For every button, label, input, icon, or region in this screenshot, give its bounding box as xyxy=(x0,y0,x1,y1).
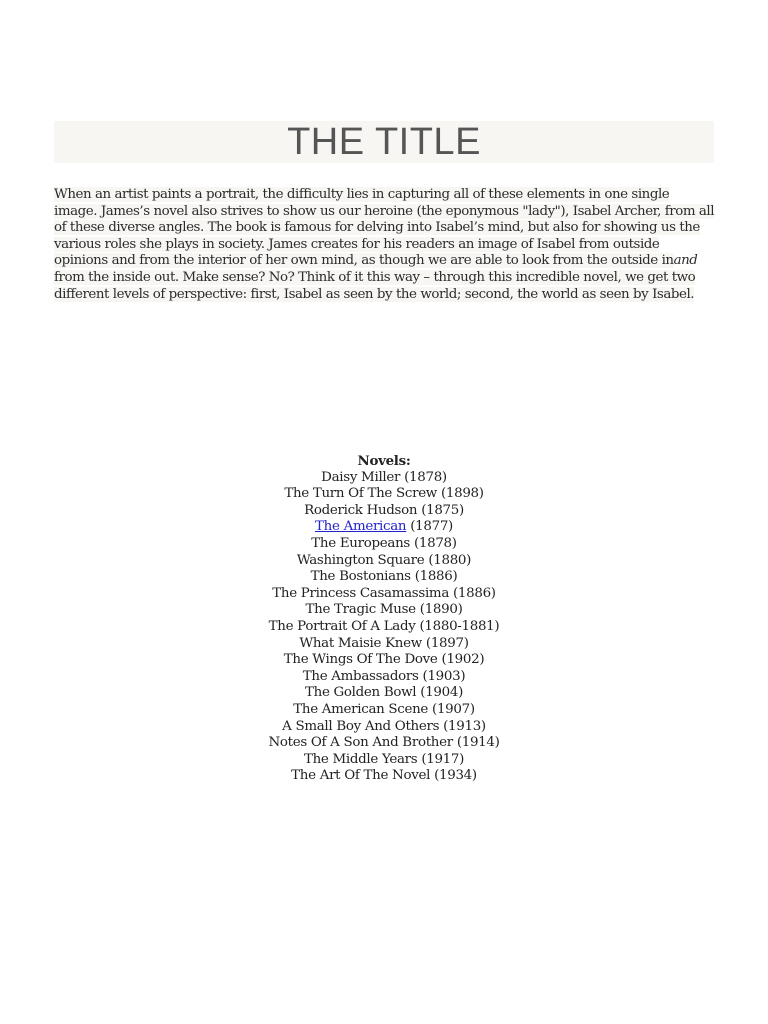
novel-year: (1898) xyxy=(440,486,484,502)
novel-year: (1878) xyxy=(413,535,457,551)
intro-text-part1: When an artist paints a portrait, the difficulty lies in capturing all of these elements in one single image. James’s novel also strives to show us our heroine (the eponymous "lady"), Isabel Archer, from all of these diverse angles. The book is famous for delving into Isabel’s mind, but also for showing us the various roles she plays in society. James creates for his readers an image of Isabel from outside opinions and from the interior of her own mind, as though we are able to look from the outside in xyxy=(54,187,715,269)
list-item xyxy=(0,486,768,503)
novel-year: (1886) xyxy=(453,585,496,601)
list-item xyxy=(0,586,768,603)
novel-title: The Princess Casamassima xyxy=(272,585,450,601)
novel-title: The Art Of The Novel xyxy=(291,768,431,784)
novel-title: The Turn Of The Screw xyxy=(284,486,437,502)
novel-year: (1913) xyxy=(443,718,486,734)
list-item xyxy=(0,719,768,736)
novel-year: (1897) xyxy=(425,635,469,651)
novels-heading: Novels: xyxy=(357,453,411,469)
list-item xyxy=(0,619,768,636)
list-item xyxy=(0,602,768,619)
novel-title: The Middle Years xyxy=(303,751,418,767)
novel-title: Roderick Hudson xyxy=(304,502,418,518)
novel-year: (1902) xyxy=(441,652,485,668)
novel-year: (1917) xyxy=(421,751,465,767)
list-item xyxy=(0,752,768,769)
novel-year: (1880) xyxy=(428,552,472,568)
novel-title: The Golden Bowl xyxy=(304,685,417,701)
novels-list xyxy=(0,453,768,785)
intro-text-part2: from the inside out. Make sense? No? Think of it this way – through this incredible novel, we get two different levels of perspective: first, Isabel as seen by the world; second, the world as seen by Isabel. xyxy=(54,269,696,302)
the-american-link[interactable]: The American xyxy=(315,519,407,535)
novel-year: (1934) xyxy=(434,768,477,784)
novel-title: The Tragic Muse xyxy=(305,602,416,618)
intro-paragraph xyxy=(54,187,716,303)
list-item xyxy=(0,636,768,653)
novel-title: The Portrait Of A Lady xyxy=(268,618,416,634)
novel-title: Notes Of A Son And Brother xyxy=(268,735,453,751)
list-item xyxy=(0,669,768,686)
novel-title: Daisy Miller xyxy=(321,469,401,485)
novel-year: (1878) xyxy=(404,469,447,485)
novel-title: The Europeans xyxy=(311,535,410,551)
novel-year: (1914) xyxy=(456,735,500,751)
list-item xyxy=(0,553,768,570)
novel-year: (1904) xyxy=(420,685,463,701)
list-item xyxy=(0,519,768,536)
novel-year: (1875) xyxy=(421,502,464,518)
novel-title: The Ambassadors xyxy=(302,668,419,684)
list-item xyxy=(0,652,768,669)
list-item xyxy=(0,702,768,719)
page-title: THE TITLE xyxy=(287,121,481,163)
list-item xyxy=(0,470,768,487)
list-item xyxy=(0,768,768,785)
novel-year: (1886) xyxy=(414,569,458,585)
novel-title: Washington Square xyxy=(296,552,425,568)
novel-year: (1890) xyxy=(419,602,463,618)
novel-title: The American Scene xyxy=(293,701,429,717)
title-banner xyxy=(54,121,714,163)
intro-emphasis: and xyxy=(673,253,698,269)
novel-title: The Bostonians xyxy=(310,569,411,585)
list-item xyxy=(0,503,768,520)
list-item xyxy=(0,569,768,586)
list-item xyxy=(0,735,768,752)
novel-title: A Small Boy And Others xyxy=(282,718,440,734)
novel-title: What Maisie Knew xyxy=(299,635,422,651)
list-item xyxy=(0,685,768,702)
novel-year: (1877) xyxy=(410,519,453,535)
novel-year: (1907) xyxy=(432,701,475,717)
novel-year: (1880-1881) xyxy=(419,618,500,634)
list-item xyxy=(0,536,768,553)
novel-title: The Wings Of The Dove xyxy=(283,652,438,668)
novel-year: (1903) xyxy=(422,668,466,684)
